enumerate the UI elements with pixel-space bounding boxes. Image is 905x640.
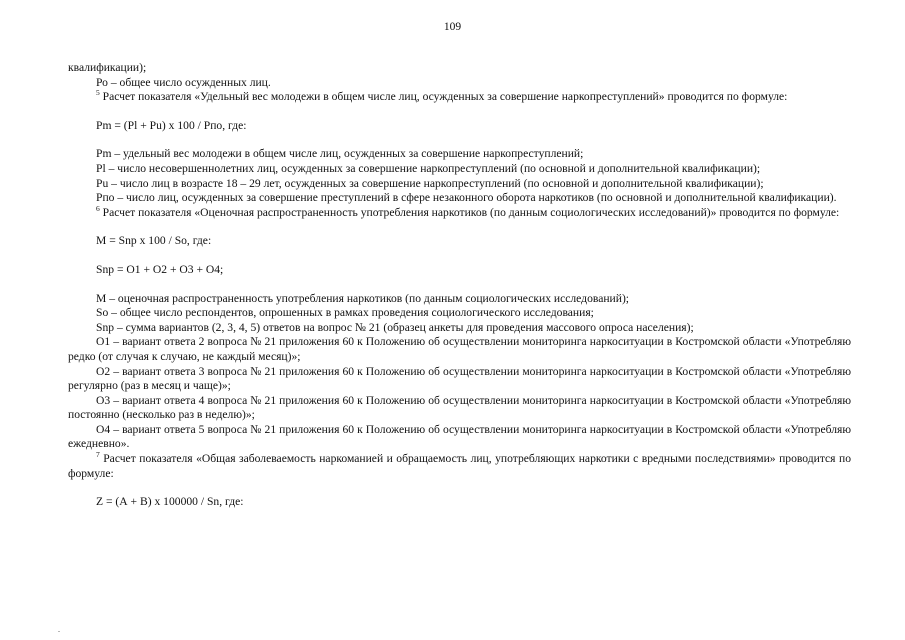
formula-m: М = Snp х 100 / So, где: (96, 234, 212, 248)
scan-mark: . (58, 625, 60, 634)
formula-z: Z = (А + В) х 100000 / Sn, где: (96, 495, 244, 509)
footnote-6-text: Расчет показателя «Оценочная распространенность употребления наркотиков (по данным социологических исследований)» проводится по формуле: (99, 205, 840, 219)
definition-o2: О2 – вариант ответа 3 вопроса № 21 приложения 60 к Положению об осуществлении мониторинга наркоситуации в Костромской области «Употребляю регулярно (раз в месяц и чаще)»; (68, 364, 851, 393)
paragraph-continuation: квалификации); (68, 61, 147, 74)
footnote-marker-7: 7 (96, 450, 100, 460)
footnote-5-paragraph (68, 90, 851, 105)
formula-snp: Snp = O1 + O2 + O3 + O4; (96, 262, 224, 276)
document-body (68, 61, 851, 510)
definition-o4: О4 – вариант ответа 5 вопроса № 21 приложения 60 к Положению об осуществлении мониторинга наркоситуации в Костромской области «Употребляю ежедневно». (68, 422, 851, 451)
definition-m: М – оценочная распространенность употребления наркотиков (по данным социологических исследований); (96, 291, 630, 305)
definition-o1: О1 – вариант ответа 2 вопроса № 21 приложения 60 к Положению об осуществлении мониторинга наркоситуации в Костромской области «Употребляю редко (от случая к случаю, не каждый месяц)»; (68, 335, 851, 363)
footnote-7-paragraph (68, 452, 851, 481)
definition-po: Ро – общее число осужденных лиц. (96, 75, 271, 89)
page-number: 109 (443, 21, 462, 33)
footnote-marker-5: 5 (96, 88, 100, 98)
definition-pu: Рu – число лиц в возрасте 18 – 29 лет, осужденных за совершение наркопреступлений (по основной и дополнительной квалификации); (96, 176, 764, 190)
formula-pm: Рm = (Рl + Рu) х 100 / Рпо, где: (96, 118, 247, 132)
definition-pno: Рпо – число лиц, осужденных за совершение преступлений в сфере незаконного оборота наркотиков (по основной и дополнительной квалификации). (96, 191, 837, 205)
footnote-6-paragraph (68, 203, 851, 221)
footnote-marker-6: 6 (96, 203, 100, 213)
footnote-5-text: Расчет показателя «Удельный вес молодежи в общем числе лиц, осужденных за совершение наркопреступлений» проводится по формуле: (99, 90, 788, 104)
definition-snp: Snp – сумма вариантов (2, 3, 4, 5) ответов на вопрос № 21 (образец анкеты для проведения массового опроса населения); (96, 320, 694, 334)
definition-pl: Рl – число несовершеннолетних лиц, осужденных за совершение наркопреступлений (по основной и дополнительной квалификации); (96, 161, 761, 175)
definition-so: So – общее число респондентов, опрошенных в рамках проведения социологического исследования; (96, 306, 594, 320)
definition-pm: Рm – удельный вес молодежи в общем числе лиц, осужденных за совершение наркопреступлений; (96, 147, 584, 161)
footnote-7-text: Расчет показателя «Общая заболеваемость наркоманией и обращаемость лиц, употребляющих наркотики с вредными последствиями» проводится по формуле: (68, 452, 851, 480)
definition-o3: О3 – вариант ответа 4 вопроса № 21 приложения 60 к Положению об осуществлении мониторинга наркоситуации в Костромской области «Употребляю постоянно (несколько раз в неделю)»; (68, 393, 851, 422)
